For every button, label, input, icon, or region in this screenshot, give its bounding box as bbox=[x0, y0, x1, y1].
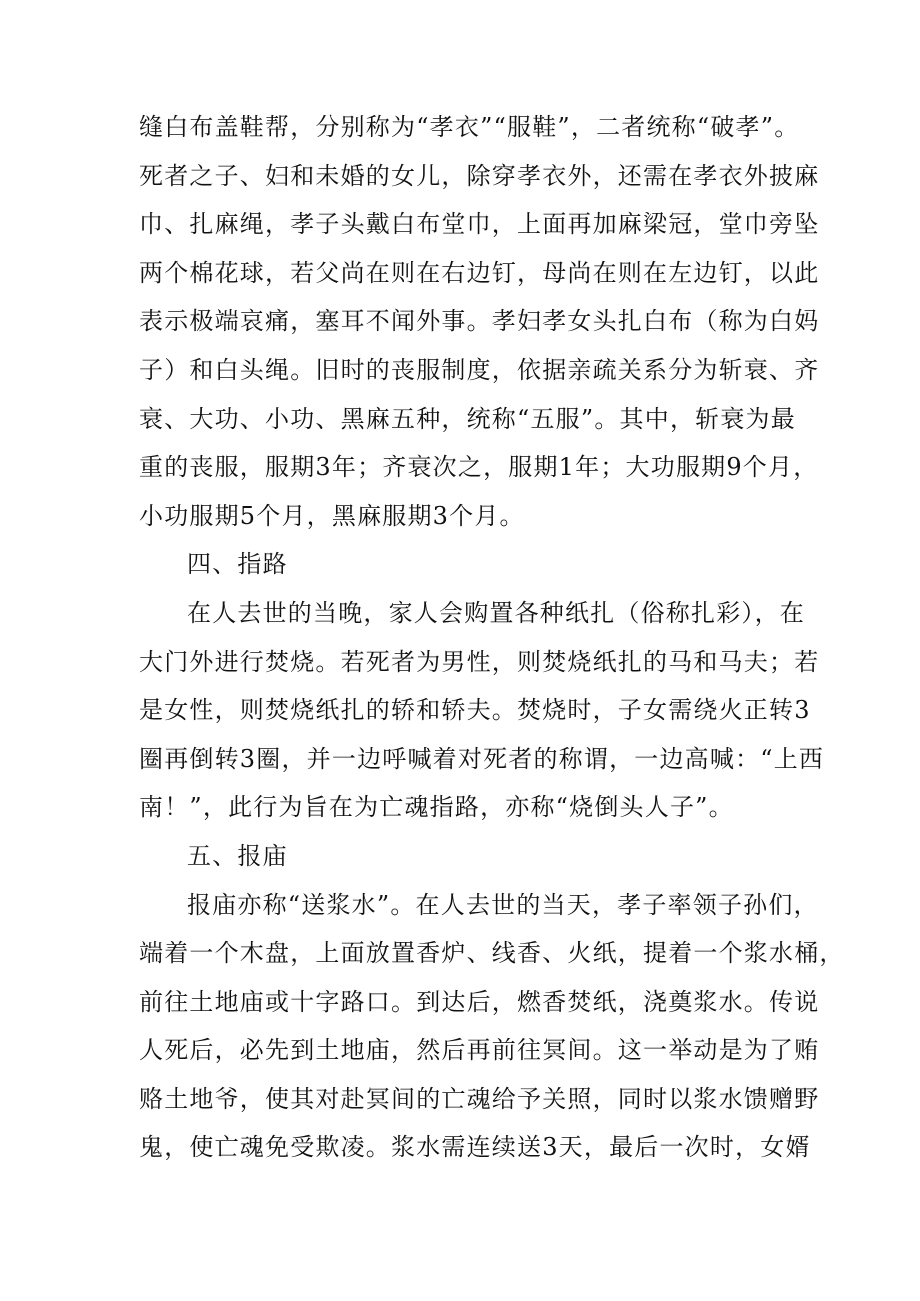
text-line: 前往土地庙或十字路口。到达后，燃香焚纸，浇奠浆水。传说 bbox=[139, 987, 820, 1016]
text-line: 南！”，此行为旨在为亡魂指路，亦称“烧倒头人子”。 bbox=[139, 793, 734, 822]
paragraph-first-line: 在人去世的当晚，家人会购置各种纸扎（俗称扎彩），在 bbox=[187, 598, 805, 627]
paragraph-first-line: 报庙亦称“送浆水”。在人去世的当天，孝子率领子孙们， bbox=[187, 890, 819, 919]
text-line: 巾、扎麻绳，孝子头戴白布堂巾，上面再加麻梁冠，堂巾旁坠 bbox=[139, 210, 820, 239]
text-line: 鬼，使亡魂免受欺凌。浆水需连续送3天，最后一次时，女婿 bbox=[139, 1133, 811, 1162]
text-line: 重的丧服，服期3年；齐衰次之，服期1年；大功服期9个月， bbox=[139, 453, 819, 482]
text-line: 圈再倒转3圈，并一边呼喊着对死者的称谓，一边高喊：“上西 bbox=[139, 744, 825, 773]
text-line: 是女性，则焚烧纸扎的轿和轿夫。焚烧时，子女需绕火正转3 bbox=[139, 696, 811, 725]
text-line: 表示极端哀痛，塞耳不闻外事。孝妇孝女头扎白布（称为白妈 bbox=[139, 307, 820, 336]
text-line: 大门外进行焚烧。若死者为男性，则焚烧纸扎的马和马夫；若 bbox=[139, 647, 820, 676]
section-heading-baomiao: 五、报庙 bbox=[187, 841, 288, 870]
body-text bbox=[139, 103, 845, 1172]
text-line: 赂土地爷，使其对赴冥间的亡魂给予关照，同时以浆水馈赠野 bbox=[139, 1084, 820, 1113]
text-line: 衰、大功、小功、黑麻五种，统称“五服”。其中，斩衰为最 bbox=[139, 404, 796, 433]
section-heading-zhilu: 四、指路 bbox=[187, 550, 288, 579]
text-line: 人死后，必先到土地庙，然后再前往冥间。这一举动是为了贿 bbox=[139, 1036, 820, 1065]
text-line: 小功服期5个月，黑麻服期3个月。 bbox=[139, 501, 525, 530]
text-line: 子）和白头绳。旧时的丧服制度，依据亲疏关系分为斩衰、齐 bbox=[139, 355, 820, 384]
text-line: 两个棉花球，若父尚在则在右边钉，母尚在则在左边钉，以此 bbox=[139, 258, 820, 287]
text-line: 死者之子、妇和未婚的女儿，除穿孝衣外，还需在孝衣外披麻 bbox=[139, 161, 820, 190]
text-line: 端着一个木盘，上面放置香炉、线香、火纸，提着一个浆水桶， bbox=[139, 939, 845, 968]
text-line: 缝白布盖鞋帮，分别称为“孝衣”“服鞋”，二者统称“破孝”。 bbox=[139, 113, 800, 141]
